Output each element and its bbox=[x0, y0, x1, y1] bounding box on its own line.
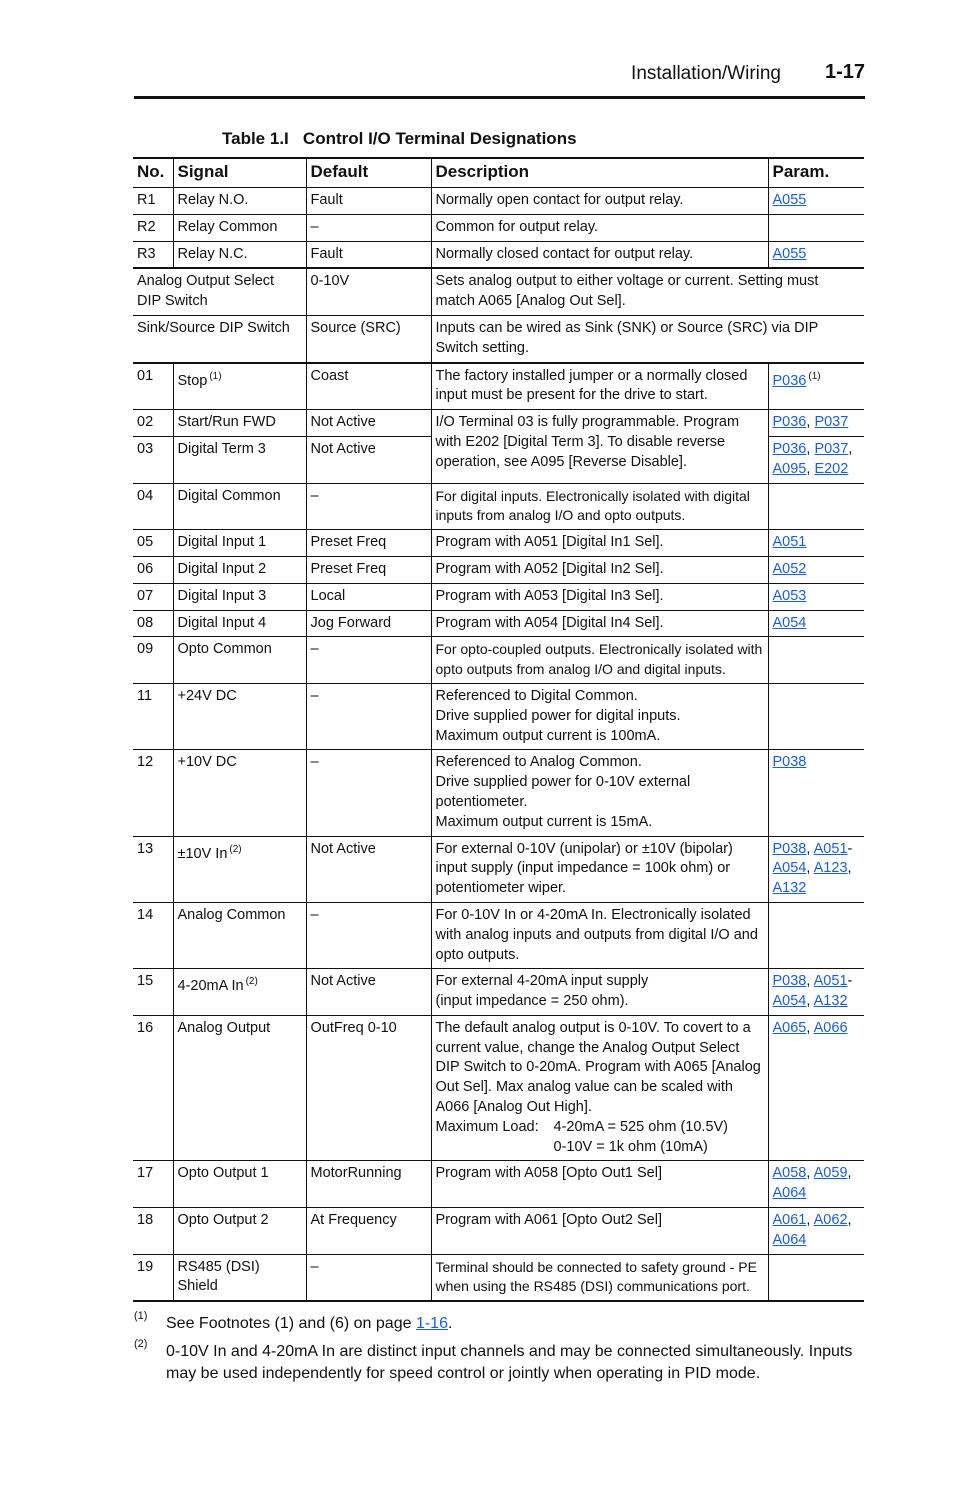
cell-param bbox=[768, 530, 864, 557]
table-row bbox=[133, 902, 864, 968]
cell-description bbox=[431, 683, 768, 749]
table-row bbox=[133, 750, 864, 836]
cell-default: Not Active bbox=[306, 410, 431, 437]
footnote-text: 0-10V In and 4-20mA In are distinct input channels and may be connected simultaneously. Inputs may be used independently for speed control or jointly when operating in PID mode. bbox=[166, 1343, 853, 1382]
cell-param bbox=[768, 583, 864, 610]
cell-description: Terminal should be connected to safety ground - PE when using the RS485 (DSI) communications port. bbox=[431, 1254, 768, 1301]
cell-description: For external 0-10V (unipolar) or ±10V (bipolar) input supply (input impedance = 100k ohm) or potentiometer wiper. bbox=[431, 836, 768, 902]
cell-param bbox=[768, 188, 864, 215]
param-link[interactable]: A052 bbox=[772, 560, 807, 577]
control-io-table bbox=[133, 157, 864, 1302]
table-row bbox=[133, 363, 864, 410]
cell-no: 18 bbox=[133, 1208, 173, 1255]
cell-no: R3 bbox=[133, 241, 173, 268]
table-row bbox=[133, 1015, 864, 1161]
table-row bbox=[133, 683, 864, 749]
cell-description bbox=[431, 1015, 768, 1161]
table-row bbox=[133, 315, 864, 362]
max-load-value: 4-20mA = 525 ohm (10.5V) bbox=[553, 1118, 729, 1135]
cell-signal: Analog Common bbox=[173, 902, 306, 968]
cell-default: Fault bbox=[306, 188, 431, 215]
cell-signal: Relay N.C. bbox=[173, 241, 306, 268]
table-row bbox=[133, 637, 864, 684]
cell-signal: Relay Common bbox=[173, 214, 306, 241]
param-link[interactable]: A051 bbox=[813, 840, 848, 857]
cell-no: 16 bbox=[133, 1015, 173, 1161]
param-link[interactable]: P036 bbox=[772, 440, 807, 457]
cell-param bbox=[768, 610, 864, 637]
cell-param: A058, A059, A064 bbox=[768, 1161, 864, 1208]
cell-default: Preset Freq bbox=[306, 530, 431, 557]
param-link[interactable]: A064 bbox=[772, 1185, 807, 1202]
table-caption: Table 1.I Control I/O Terminal Designations bbox=[222, 129, 577, 148]
cell-default: Local bbox=[306, 583, 431, 610]
cell-default: – bbox=[306, 637, 431, 684]
table-row bbox=[133, 241, 864, 268]
page-header bbox=[134, 60, 865, 99]
cell-param: P036, P037, A095, E202 bbox=[768, 436, 864, 483]
signal-label: 4-20mA In bbox=[177, 978, 244, 995]
description-line: Maximum output current is 100mA. bbox=[435, 727, 661, 744]
cell-description: For digital inputs. Electronically isolated with digital inputs from analog I/O and opto outputs. bbox=[431, 483, 768, 530]
cell-default: Preset Freq bbox=[306, 556, 431, 583]
param-link[interactable]: A064 bbox=[772, 1231, 807, 1248]
footnote-text bbox=[166, 1313, 886, 1335]
cell-description bbox=[431, 969, 768, 1016]
cell-param bbox=[768, 637, 864, 684]
cell-default: – bbox=[306, 1254, 431, 1301]
cell-signal: +24V DC bbox=[173, 683, 306, 749]
cell-default: Not Active bbox=[306, 836, 431, 902]
cell-signal: Digital Input 3 bbox=[173, 583, 306, 610]
cell-default: OutFreq 0-10 bbox=[306, 1015, 431, 1161]
cell-default: – bbox=[306, 483, 431, 530]
table-row bbox=[133, 268, 864, 315]
param-link[interactable]: P037 bbox=[814, 414, 849, 431]
cell-param bbox=[768, 363, 864, 410]
cell-signal bbox=[173, 836, 306, 902]
cell-signal: Digital Input 1 bbox=[173, 530, 306, 557]
max-load-line bbox=[436, 1118, 764, 1138]
table-row bbox=[133, 1161, 864, 1208]
param-link[interactable]: A123 bbox=[813, 860, 848, 877]
cell-param bbox=[768, 241, 864, 268]
cell-no: 05 bbox=[133, 530, 173, 557]
cell-no: 06 bbox=[133, 556, 173, 583]
description-line: Maximum output current is 15mA. bbox=[435, 813, 653, 830]
cell-signal: Digital Term 3 bbox=[173, 436, 306, 483]
max-load-value: 0-10V = 1k ohm (10mA) bbox=[553, 1138, 708, 1155]
cell-no: 01 bbox=[133, 363, 173, 410]
param-link[interactable]: A065 bbox=[772, 1019, 807, 1036]
cell-signal: Digital Input 2 bbox=[173, 556, 306, 583]
cell-param bbox=[768, 556, 864, 583]
footnote-ref: (1) bbox=[808, 370, 821, 382]
description-line: Drive supplied power for 0-10V external potentiometer. bbox=[435, 774, 691, 810]
cell-signal: Opto Output 2 bbox=[173, 1208, 306, 1255]
param-link[interactable]: A054 bbox=[772, 614, 807, 631]
page-link[interactable]: 1-16 bbox=[415, 1315, 448, 1332]
cell-signal: Digital Input 4 bbox=[173, 610, 306, 637]
cell-no: 12 bbox=[133, 750, 173, 836]
param-link[interactable]: A095 bbox=[772, 460, 807, 477]
cell-description: For 0-10V In or 4-20mA In. Electronically isolated with analog inputs and outputs from digital I/O and opto outputs. bbox=[431, 902, 768, 968]
cell-no: R1 bbox=[133, 188, 173, 215]
param-link[interactable]: E202 bbox=[814, 460, 849, 477]
description-line: (input impedance = 250 ohm). bbox=[435, 993, 629, 1010]
cell-param: P038, A051-A054, A132 bbox=[768, 969, 864, 1016]
description-line: Drive supplied power for digital inputs. bbox=[435, 707, 681, 724]
cell-no: 13 bbox=[133, 836, 173, 902]
max-load-label: Maximum Load: bbox=[435, 1118, 539, 1135]
cell-default: Source (SRC) bbox=[306, 315, 431, 362]
cell-default: Jog Forward bbox=[306, 610, 431, 637]
table-row bbox=[133, 214, 864, 241]
cell-signal: Digital Common bbox=[173, 483, 306, 530]
footnote-ref: (2) bbox=[245, 976, 258, 988]
cell-no: 08 bbox=[133, 610, 173, 637]
cell-param bbox=[768, 1254, 864, 1301]
description-line: Referenced to Analog Common. bbox=[435, 754, 642, 771]
cell-description: Program with A061 [Opto Out2 Sel] bbox=[431, 1208, 768, 1255]
cell-default: Not Active bbox=[306, 969, 431, 1016]
footnote-ref: (1) bbox=[209, 370, 222, 382]
cell-no: 11 bbox=[133, 683, 173, 749]
cell-default: At Frequency bbox=[306, 1208, 431, 1255]
table-row bbox=[133, 583, 864, 610]
param-link[interactable]: A051 bbox=[772, 534, 807, 551]
page-number: 1-17 bbox=[824, 61, 865, 83]
cell-default: – bbox=[306, 683, 431, 749]
cell-no: R2 bbox=[133, 214, 173, 241]
col-header-signal: Signal bbox=[173, 158, 306, 188]
param-link[interactable]: P038 bbox=[772, 973, 807, 990]
cell-param bbox=[768, 902, 864, 968]
cell-param: A061, A062, A064 bbox=[768, 1208, 864, 1255]
cell-signal: Analog Output Select DIP Switch bbox=[133, 268, 306, 315]
cell-signal: Relay N.O. bbox=[173, 188, 306, 215]
signal-label: ±10V In bbox=[177, 845, 228, 862]
cell-description: For opto-coupled outputs. Electronically isolated with opto outputs from analog I/O and digital inputs. bbox=[431, 637, 768, 684]
cell-default: – bbox=[306, 750, 431, 836]
cell-signal: RS485 (DSI) Shield bbox=[173, 1254, 306, 1301]
cell-signal: Start/Run FWD bbox=[173, 410, 306, 437]
cell-description: Common for output relay. bbox=[431, 214, 768, 241]
param-link[interactable]: P036 bbox=[772, 414, 807, 431]
cell-default: – bbox=[306, 902, 431, 968]
param-link[interactable]: A061 bbox=[772, 1212, 807, 1229]
cell-signal bbox=[173, 969, 306, 1016]
param-link[interactable]: P038 bbox=[772, 840, 807, 857]
cell-no: 14 bbox=[133, 902, 173, 968]
param-link[interactable]: A055 bbox=[772, 245, 807, 262]
cell-description: Inputs can be wired as Sink (SNK) or Source (SRC) via DIP Switch setting. bbox=[431, 315, 864, 362]
cell-param bbox=[768, 750, 864, 836]
param-link[interactable]: A059 bbox=[813, 1165, 848, 1182]
cell-param: P038, A051-A054, A123, A132 bbox=[768, 836, 864, 902]
cell-no: 09 bbox=[133, 637, 173, 684]
description-text: The default analog output is 0-10V. To covert to a current value, change the Analog Output Select DIP Switch to 0-20mA. Program with A065 [Analog Out Sel]. Max analog value can be scaled with A066 [Analog Out High]. bbox=[435, 1019, 761, 1116]
footnote-ref: (2) bbox=[229, 843, 242, 855]
param-link[interactable]: A051 bbox=[813, 973, 848, 990]
cell-signal bbox=[173, 363, 306, 410]
table-row bbox=[133, 556, 864, 583]
cell-no: 15 bbox=[133, 969, 173, 1016]
cell-description: Program with A052 [Digital In2 Sel]. bbox=[431, 556, 768, 583]
cell-no: 03 bbox=[133, 436, 173, 483]
cell-description: Program with A053 [Digital In3 Sel]. bbox=[431, 583, 768, 610]
cell-no: 19 bbox=[133, 1254, 173, 1301]
cell-param bbox=[768, 683, 864, 749]
cell-description: Program with A054 [Digital In4 Sel]. bbox=[431, 610, 768, 637]
table-row bbox=[133, 483, 864, 530]
cell-param: A065, A066 bbox=[768, 1015, 864, 1161]
cell-signal: Sink/Source DIP Switch bbox=[133, 315, 306, 362]
param-link[interactable]: A132 bbox=[772, 880, 807, 897]
cell-default: Not Active bbox=[306, 436, 431, 483]
description-line: For external 4-20mA input supply bbox=[435, 973, 649, 990]
param-link[interactable]: P036 bbox=[772, 372, 807, 389]
table-row bbox=[133, 1208, 864, 1255]
cell-param: P036, P037 bbox=[768, 410, 864, 437]
table-row bbox=[133, 836, 864, 902]
cell-default: Fault bbox=[306, 241, 431, 268]
table-row bbox=[133, 969, 864, 1016]
param-link[interactable]: A132 bbox=[813, 993, 848, 1010]
cell-no: 04 bbox=[133, 483, 173, 530]
table-header-row bbox=[133, 158, 864, 188]
cell-description: I/O Terminal 03 is fully programmable. Program with E202 [Digital Term 3]. To disable reverse operation, see A095 [Reverse Disable]. bbox=[431, 410, 768, 483]
table-row bbox=[133, 410, 864, 437]
param-link[interactable]: P038 bbox=[772, 754, 807, 771]
description-line: Referenced to Digital Common. bbox=[435, 687, 638, 704]
col-header-no: No. bbox=[133, 158, 173, 188]
cell-no: 07 bbox=[133, 583, 173, 610]
param-link[interactable]: A053 bbox=[772, 587, 807, 604]
cell-param bbox=[768, 483, 864, 530]
col-header-default: Default bbox=[306, 158, 431, 188]
cell-no: 17 bbox=[133, 1161, 173, 1208]
param-link[interactable]: A055 bbox=[772, 192, 807, 208]
param-link[interactable]: A062 bbox=[813, 1212, 848, 1229]
table-row bbox=[133, 1254, 864, 1301]
cell-no: 02 bbox=[133, 410, 173, 437]
footnote-number: (2) bbox=[134, 1338, 148, 1350]
col-header-param: Param. bbox=[768, 158, 864, 188]
param-link[interactable]: A054 bbox=[772, 993, 807, 1010]
param-link[interactable]: A058 bbox=[772, 1165, 807, 1182]
cell-description: Normally closed contact for output relay. bbox=[431, 241, 768, 268]
signal-label: Stop bbox=[177, 372, 208, 389]
section-title: Installation/Wiring bbox=[631, 63, 781, 84]
footnote-body: See Footnotes (1) and (6) on page bbox=[166, 1315, 416, 1332]
cell-description: Program with A058 [Opto Out1 Sel] bbox=[431, 1161, 768, 1208]
cell-default: MotorRunning bbox=[306, 1161, 431, 1208]
cell-description: The factory installed jumper or a normally closed input must be present for the drive to start. bbox=[431, 363, 768, 410]
cell-default: Coast bbox=[306, 363, 431, 410]
cell-description bbox=[431, 750, 768, 836]
cell-signal: Opto Output 1 bbox=[173, 1161, 306, 1208]
table-row bbox=[133, 610, 864, 637]
cell-description: Sets analog output to either voltage or current. Setting must match A065 [Analog Out Sel]. bbox=[431, 268, 864, 315]
cell-description: Normally open contact for output relay. bbox=[431, 188, 768, 215]
footnote-tail: . bbox=[447, 1315, 453, 1332]
cell-default: – bbox=[306, 214, 431, 241]
param-link[interactable]: A054 bbox=[772, 860, 807, 877]
col-header-description: Description bbox=[431, 158, 768, 188]
cell-param bbox=[768, 214, 864, 241]
footnote-number: (1) bbox=[134, 1310, 148, 1322]
cell-signal: Analog Output bbox=[173, 1015, 306, 1161]
cell-description: Program with A051 [Digital In1 Sel]. bbox=[431, 530, 768, 557]
cell-signal: Opto Common bbox=[173, 637, 306, 684]
table-row bbox=[133, 188, 864, 215]
cell-default: 0-10V bbox=[306, 268, 431, 315]
param-link[interactable]: A066 bbox=[813, 1019, 848, 1036]
param-link[interactable]: P037 bbox=[814, 440, 849, 457]
cell-signal: +10V DC bbox=[173, 750, 306, 836]
table-row bbox=[133, 530, 864, 557]
